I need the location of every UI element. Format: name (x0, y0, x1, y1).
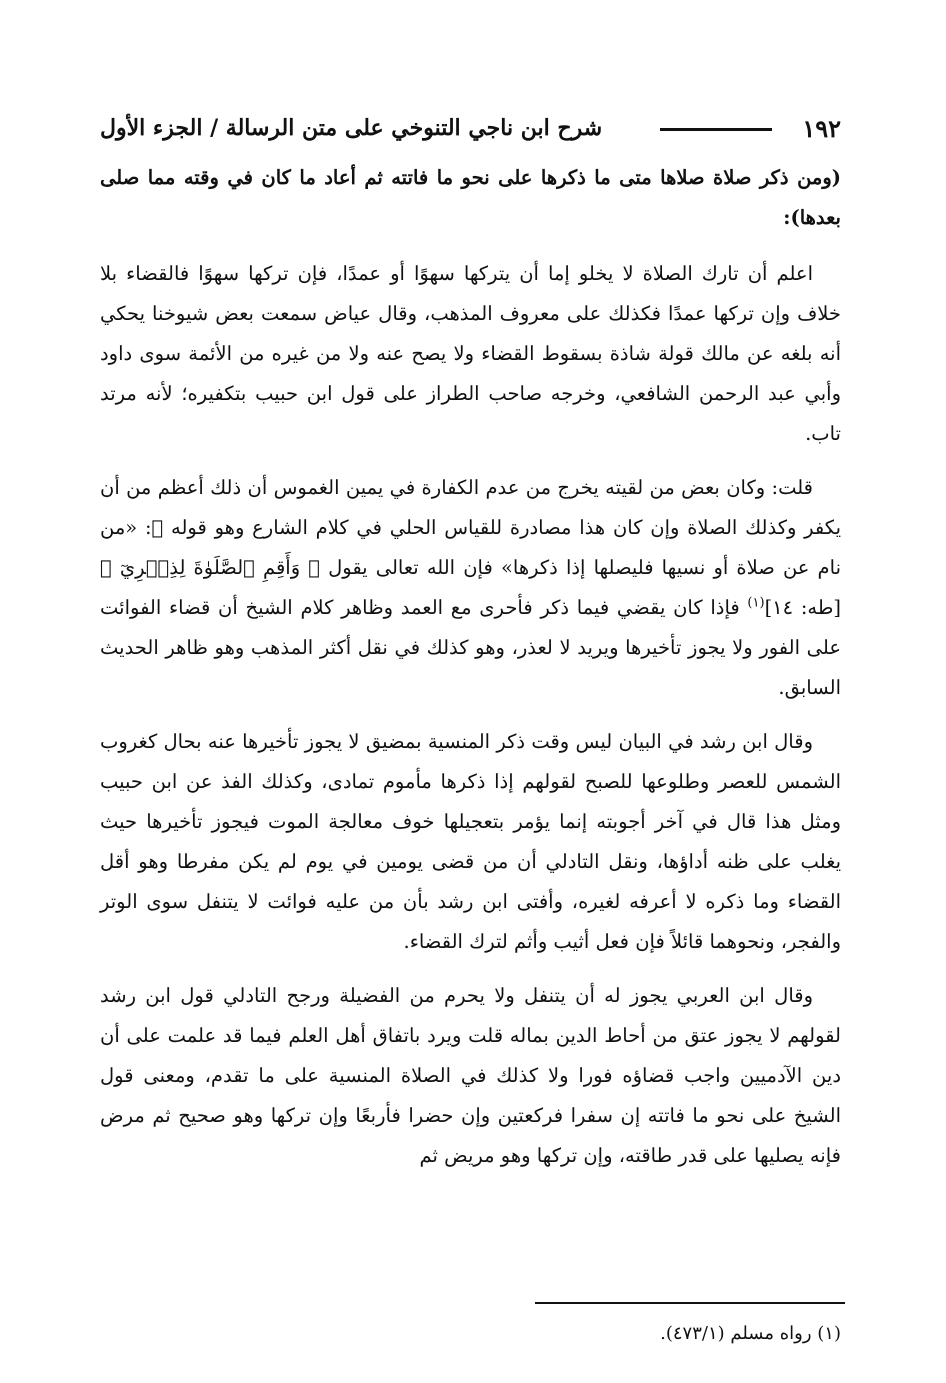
page-number: ١٩٢ (802, 113, 841, 143)
paragraph-2-part-1: قلت: وكان بعض من لقيته يخرج من عدم الكفارة في يمين الغموس أن ذلك أعظم من أن يكفر وكذلك الصلاة وإن كان هذا مصادرة للقياس الحلي في كلام الشارع وهو قوله ﷺ: «من نام عن صلاة أو نسيها فليصلها إذا ذكرها» فإن الله تعالى يقول ﴿ وَأَقِمِ ٱلصَّلَوٰةَ لِذِكۡرِيٓ ﴾ [طه: ١٤] (100, 476, 841, 619)
paragraph-2 (100, 468, 841, 708)
paragraph-1: اعلم أن تارك الصلاة لا يخلو إما أن يتركها سهوًا أو عمدًا، فإن تركها سهوًا فالقضاء بلا خلاف وإن تركها عمدًا فكذلك على معروف المذهب، وقال عياض سمعت بعض شيوخنا يحكي أنه بلغه عن مالك قولة شاذة بسقوط القضاء ولا يصح عنه ولا من غيره من الأئمة سوى داود وأبي عبد الرحمن الشافعي، وخرجه صاحب الطراز على قول ابن حبيب بتكفيره؛ لأنه مرتد تاب. (100, 262, 841, 445)
header-rule (660, 128, 772, 131)
section-heading: (ومن ذكر صلاة صلاها متى ما ذكرها على نحو ما فاتته ثم أعاد ما كان في وقته مما صلى بعدها): (100, 166, 841, 229)
paragraph-4: وقال ابن العربي يجوز له أن يتنفل ولا يحرم من الفضيلة ورجح التادلي قول ابن رشد لقولهم لا يجوز عتق من أحاط الدين بماله قلت ويرد باتفاق أهل العلم فيما قد علمت على أن دين الآدميين واجب قضاؤه فورا ولا كذلك في الصلاة المنسية على ما تقدم، ومعنى قول الشيخ على نحو ما فاتته إن سفرا فركعتين وإن حضرا فأربعًا وإن تركها وهو صحيح ثم مرض فإنه يصليها على قدر طاقته، وإن تركها وهو مريض ثم (100, 984, 841, 1167)
footnote-rule (535, 1302, 845, 1304)
paragraph-3: وقال ابن رشد في البيان ليس وقت ذكر المنسية بمضيق لا يجوز تأخيرها عنه بحال كغروب الشمس للعصر وطلوعها للصبح لقولهم إذا ذكرها مأموم تمادى، وكذلك الفذ عن ابن حبيب ومثل هذا قال في آخر أجوبته إنما يؤمر بتعجيلها خوف معالجة الموت فيجوز تأخيرها حيث يغلب على ظنه أداؤها، ونقل التادلي أن من قضى يومين في يوم لم يكن مفرطا وهو أقل القضاء وما ذكره لا أعرفه لغيره، وأفتى ابن رشد بأن من عليه فوائت لا يتنفل سوى الوتر والفجر، ونحوهما قائلاً فإن فعل أثيب وأثم لترك القضاء. (100, 730, 841, 953)
paragraph-2-part-2: فإذا كان يقضي فيما ذكر فأحرى مع العمد وظاهر كلام الشيخ أن قضاء الفوائت على الفور ولا يجوز تأخيرها ويريد لا لعذر، وهو كذلك في نقل أكثر المذهب وهو ظاهر الحديث السابق. (100, 596, 841, 699)
running-title: شرح ابن ناجي التنوخي على متن الرسالة / الجزء الأول (100, 115, 603, 141)
footnote-reference[interactable]: (١) (747, 595, 765, 611)
main-text (100, 158, 841, 1190)
footnote: (١) رواه مسلم (٤٧٣/١). (660, 1323, 841, 1344)
